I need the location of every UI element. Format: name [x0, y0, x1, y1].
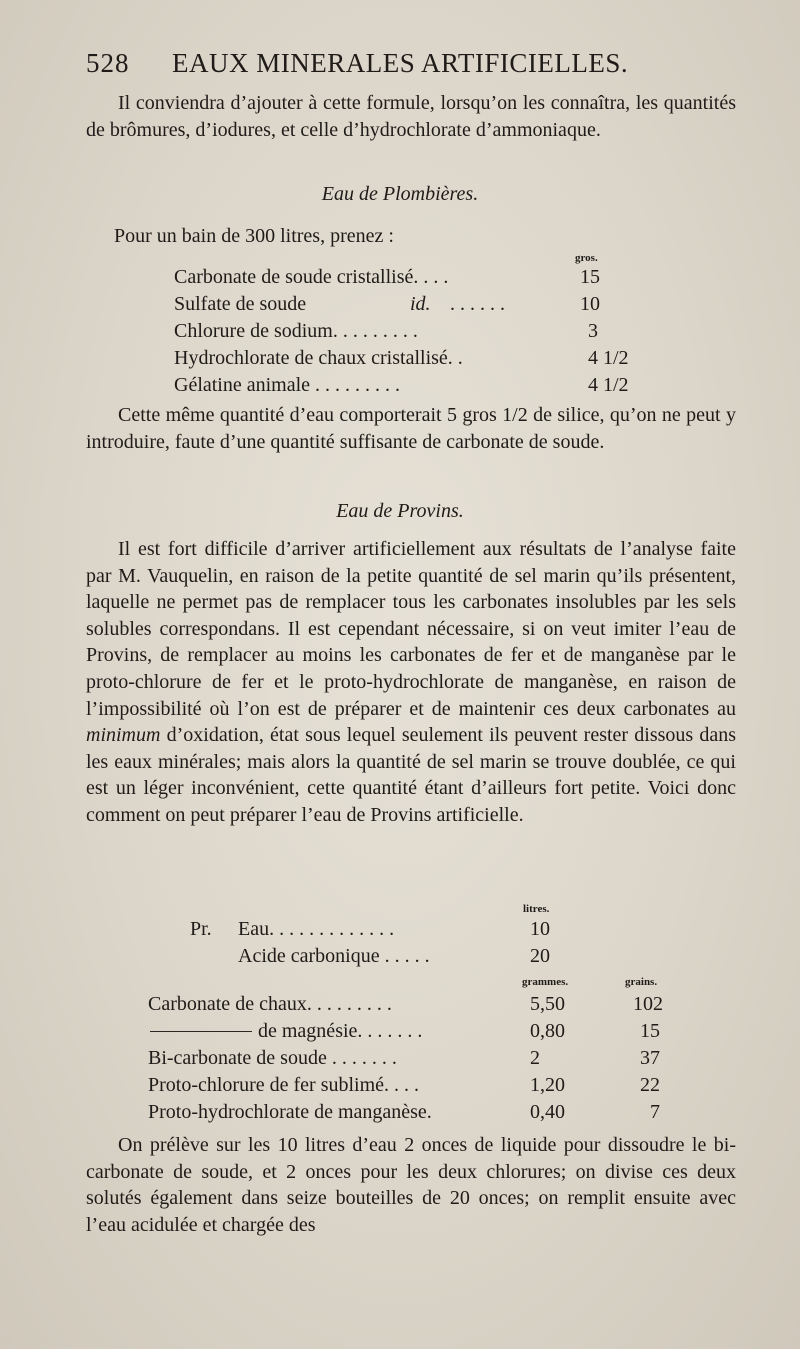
recipe-row-grammes: 0,40: [530, 1101, 565, 1123]
recipe-row-grains: 7: [650, 1101, 660, 1123]
recipe-row-grammes: 5,50: [530, 993, 565, 1015]
recipe-row-dots: . . . . . .: [450, 293, 505, 315]
recipe-row-name: Proto-hydrochlorate de manganèse.: [148, 1101, 432, 1123]
unit-label-litres: litres.: [523, 903, 550, 915]
section-title-provins: Eau de Provins.: [336, 500, 464, 522]
unit-label-grains: grains.: [625, 976, 658, 988]
recipe-row-grammes: 2: [530, 1047, 540, 1069]
silica-note: Cette même quantité d’eau comporterait 5 gros 1/2 de silice, qu’on ne peut y introduire, faute d’une quantité suffisante de carbonate de soude.: [86, 404, 736, 453]
ditto-dash: [150, 1031, 252, 1032]
recipe-row-name: de magnésie. . . . . . .: [258, 1020, 423, 1042]
intro-paragraph: Il conviendra d’ajouter à cette formule, lorsqu’on les connaîtra, les quantités de brômures, d’iodures, et celle d’hydrochlorate d’ammoniaque.: [86, 92, 736, 141]
section-title-plombieres: Eau de Plombières.: [321, 183, 479, 205]
recipe-row-value: 10: [530, 918, 550, 940]
provins-paragraph-part1: Il est fort difficile d’arriver artificiellement aux résultats de l’analyse faite par M. Vauquelin, en raison de la petite quantité de sel marin qu’ils présentent, laquelle ne permet pas de remplacer tous les carbonates insolubles par les sels solubles correspondans. Il est cependant nécessaire, si on veut imiter l’eau de Provins, de remplacer au moins les carbonates de fer et de manganèse par le proto-chlorure de fer et le proto-hydrochlorate de manganèse, en raison de l’impossibilité où l’on est de préparer et de maintenir ces deux carbonates au: [86, 538, 736, 720]
recipe-row-grains: 22: [640, 1074, 660, 1096]
recipe-row-name: Bi-carbonate de soude . . . . . . .: [148, 1047, 397, 1069]
page-number: 528: [86, 48, 130, 78]
recipe-row-name: Hydrochlorate de chaux cristallisé. .: [174, 347, 463, 369]
provins-paragraph-part2: d’oxidation, état sous lequel seulement ils peuvent rester dissous dans les eaux minérales; mais alors la quantité de sel marin se trouve doublée, ce qui est un léger inconvénient, cette quantité étant d’ailleurs fort petite. Voici donc comment on peut préparer l’eau de Provins artificielle.: [86, 724, 737, 826]
recipe-row-id-mark: id.: [410, 293, 431, 315]
recipe-row-name: Chlorure de sodium. . . . . . . . .: [174, 320, 418, 342]
unit-label-gros: gros.: [575, 252, 598, 264]
recipe-row-grains: 102: [633, 993, 663, 1015]
prescription-label: Pr.: [190, 918, 212, 940]
bath-instruction: Pour un bain de 300 litres, prenez :: [114, 225, 394, 247]
recipe-row-grains: 37: [640, 1047, 660, 1069]
recipe-row-grains: 15: [640, 1020, 660, 1042]
recipe-row-value: 4 1/2: [588, 347, 629, 369]
recipe-row-name: Sulfate de soude: [174, 293, 307, 315]
provins-paragraph-italic: minimum: [86, 724, 161, 747]
recipe-row-name: Gélatine animale . . . . . . . . .: [174, 374, 401, 396]
running-title: EAUX MINERALES ARTIFICIELLES.: [172, 48, 629, 78]
recipe-row-value: 20: [530, 945, 550, 967]
recipe-row-name: Eau. . . . . . . . . . . . .: [238, 918, 395, 940]
recipe-row-value: 4 1/2: [588, 374, 629, 396]
recipe-row-name: Proto-chlorure de fer sublimé. . . .: [148, 1074, 420, 1096]
recipe-row-value: 15: [580, 266, 600, 288]
recipe-row-value: 3: [588, 320, 598, 342]
recipe-row-grammes: 0,80: [530, 1020, 565, 1042]
closing-paragraph: On prélève sur les 10 litres d’eau 2 onces de liquide pour dissoudre le bi-carbonate de soude, et 2 onces pour les deux chlorures; on divise ces deux solutés également dans seize bouteilles de 20 onces; on remplit ensuite avec l’eau acidulée et chargée des: [86, 1134, 736, 1236]
recipe-row-name: Carbonate de soude cristallisé. . . .: [174, 266, 449, 288]
recipe-row-name: Carbonate de chaux. . . . . . . . .: [148, 993, 392, 1015]
recipe-row-grammes: 1,20: [530, 1074, 565, 1096]
recipe-row-name: Acide carbonique . . . . .: [238, 945, 430, 967]
page-header: [86, 48, 736, 84]
provins-paragraph: [86, 536, 736, 829]
unit-label-grammes: grammes.: [522, 976, 569, 988]
recipe-row-value: 10: [580, 293, 600, 315]
